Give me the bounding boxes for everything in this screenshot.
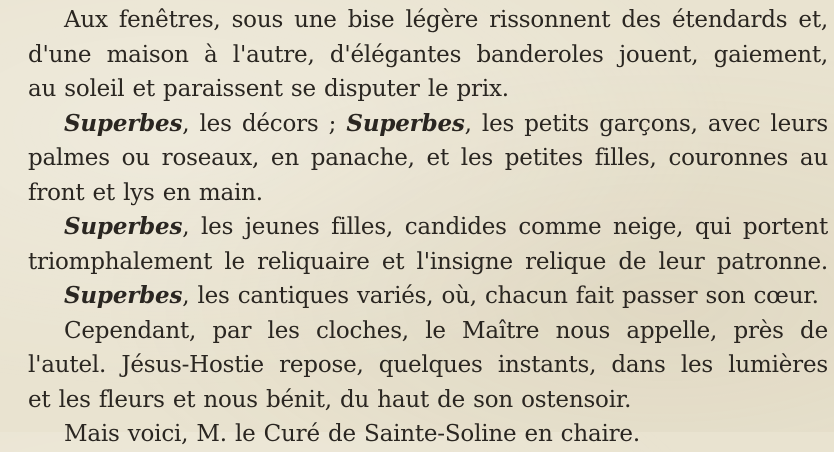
text-line: Mais voici, M. le Curé de Sainte-Soline en chaire.	[64, 421, 640, 447]
emphasis-word: Superbes	[64, 213, 183, 240]
text-line: front et lys en main.	[28, 179, 263, 206]
text-line: Aux fenêtres, sous une bise légère rissonnent des étendards et,	[64, 7, 828, 33]
text-line: l'autel. Jésus-Hostie repose, quelques instants, dans les lumières	[28, 352, 828, 378]
text-line: d'une maison à l'autre, d'élégantes banderoles jouent, gaiement,	[28, 41, 828, 68]
text-line: au soleil et paraissent se disputer le prix.	[28, 76, 509, 102]
text-fragment: , les petits garçons, avec leurs	[464, 110, 828, 137]
text-fragment: , les cantiques variés, où, chacun fait passer son cœur.	[182, 283, 819, 309]
text-line	[28, 107, 828, 142]
text-line: triomphalement le reliquaire et l'insigne relique de leur patronne.	[28, 248, 828, 275]
text-line: palmes ou roseaux, en panache, et les petites filles, couronnes au	[28, 145, 828, 171]
text-fragment: , les décors ;	[182, 110, 347, 137]
emphasis-word: Superbes	[346, 109, 465, 137]
text-line	[28, 279, 830, 314]
text-fragment: , les jeunes filles, candides comme neige, qui portent	[182, 214, 828, 240]
emphasis-word: Superbes	[64, 282, 183, 309]
text-line: et les fleurs et nous bénit, du haut de son ostensoir.	[28, 386, 632, 413]
text-line: Cependant, par les cloches, le Maître nous appelle, près de	[64, 317, 828, 344]
emphasis-word: Superbes	[64, 109, 183, 137]
text-line	[28, 210, 828, 245]
